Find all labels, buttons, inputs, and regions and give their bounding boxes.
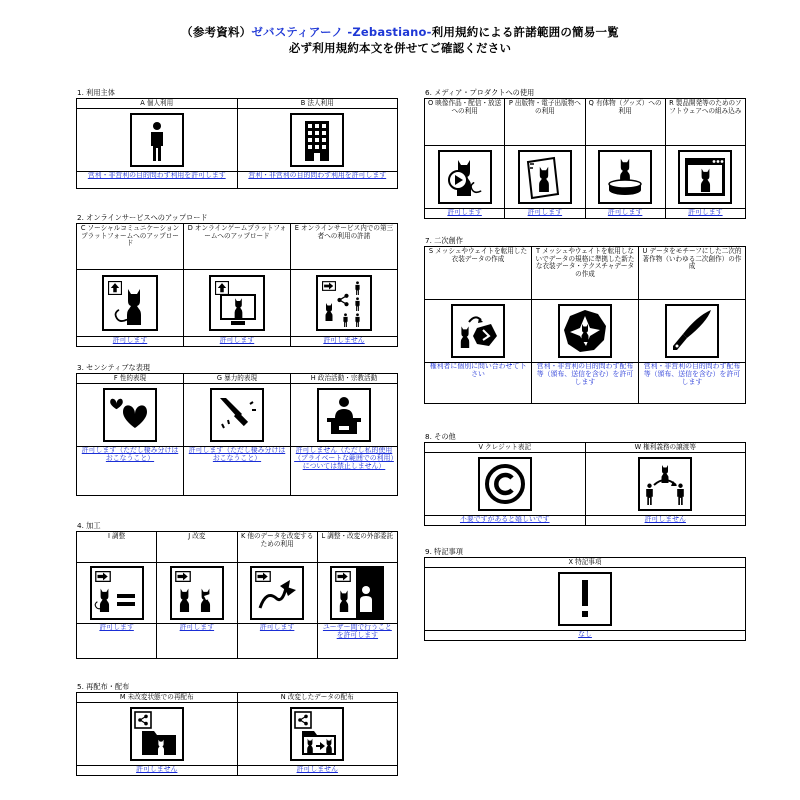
section-others — [424, 431, 746, 526]
transfer-icon — [586, 453, 746, 515]
section-title: 4. 加工 — [77, 521, 101, 530]
header-video-broadcast: O 映像作品・配信・放送への利用 — [425, 99, 504, 145]
result-corporate-use: 営利・非営利の目的問わず利用を許可します — [238, 172, 398, 188]
header-software-embed: R 製品開発等のためのソフトウェアへの組み込み — [666, 99, 745, 145]
section-title: 3. センシティブな表現 — [77, 363, 151, 372]
goods-icon — [586, 146, 665, 208]
title-prefix: （参考資料） — [181, 25, 252, 39]
video-icon — [425, 146, 504, 208]
section-sensitive-expression — [76, 362, 398, 496]
section-special-notes — [424, 546, 746, 641]
podium-icon — [291, 384, 397, 446]
section-title: 2. オンラインサービスへのアップロード — [77, 213, 208, 222]
section-processing — [76, 520, 398, 659]
header-game-platform: D オンラインゲームプラットフォームへのアップロード — [184, 224, 290, 269]
header-use-for-modifying: K 他のデータを改変するための利用 — [238, 532, 317, 562]
header-political-religious: H 政治活動・宗教活動 — [291, 374, 397, 383]
header-outsource: L 調整・改変の外部委託 — [318, 532, 397, 562]
page-title — [0, 24, 800, 56]
result-social-platform: 許可します — [77, 337, 183, 346]
result-political-religious: 許可しません（ただし私的使用（プライベートな範囲での利用）については禁止しません） — [291, 447, 397, 495]
result-third-party-license: 許可しません — [291, 337, 397, 346]
section-online-upload — [76, 212, 398, 347]
exclamation-icon — [425, 568, 745, 630]
section-title: 6. メディア・プロダクトへの使用 — [425, 88, 535, 97]
title-suffix: 利用規約による許諾範囲の簡易一覧 — [431, 25, 619, 39]
header-fan-works: U データをモチーフにした二次的著作物（いわゆる二次創作）の作成 — [639, 247, 745, 299]
section-title: 5. 再配布・配布 — [77, 682, 130, 691]
header-credit: V クレジット表記 — [425, 443, 585, 452]
copyright-icon — [425, 453, 585, 515]
mesh-new-icon — [532, 300, 638, 362]
header-personal-use: A 個人利用 — [77, 99, 237, 108]
section-title: 7. 二次創作 — [425, 236, 463, 245]
result-mesh-new: 営利・非営利の目的問わず配布等（頒布、送信を含む）を許可します — [532, 363, 638, 403]
header-sexual-expression: F 性的表現 — [77, 374, 183, 383]
header-mesh-new: T メッシュやウェイトを転用しないでデータの規格に準拠した新たな衣装データ・テクスチャデータの作成 — [532, 247, 638, 299]
result-modify: 許可します — [157, 624, 236, 658]
section-redistribution — [76, 681, 398, 776]
header-social-platform: C ソーシャルコミュニケーションプラットフォームへのアップロード — [77, 224, 183, 269]
result-sexual-expression: 許可します（ただし棲み分けはおこなうこと） — [77, 447, 183, 495]
section-title: 1. 利用主体 — [77, 88, 115, 97]
outsource-icon — [318, 563, 397, 623]
header-goods: Q 有体物（グッズ）への利用 — [586, 99, 665, 145]
header-rights-transfer: W 権利義務の譲渡等 — [586, 443, 746, 452]
publication-icon — [505, 146, 584, 208]
upload-cat-icon — [77, 270, 183, 336]
section-title: 8. その他 — [425, 432, 456, 441]
result-violent-expression: 許可します（ただし棲み分けはおこなうこと） — [184, 447, 290, 495]
result-mesh-convert: 権利者に個別に問い合わせて下さい — [425, 363, 531, 403]
upload-monitor-icon — [184, 270, 290, 336]
result-personal-use: 営利・非営利の目的問わず利用を許可します — [77, 172, 237, 188]
adjust-icon — [77, 563, 156, 623]
header-modified-distribution: N 改変したデータの配布 — [238, 693, 398, 702]
header-mesh-convert: S メッシュやウェイトを転用した衣装データの作成 — [425, 247, 531, 299]
result-use-for-modifying: 許可します — [238, 624, 317, 658]
header-violent-expression: G 暴力的表現 — [184, 374, 290, 383]
result-software-embed: 許可します — [666, 209, 745, 218]
knife-icon — [184, 384, 290, 446]
result-game-platform: 許可します — [184, 337, 290, 346]
result-credit: 不要ですがあると嬉しいです — [425, 516, 585, 525]
header-third-party-license: E オンラインサービス内での第三者への利用の許諾 — [291, 224, 397, 269]
header-adjust: I 調整 — [77, 532, 156, 562]
section-title: 9. 特記事項 — [425, 547, 463, 556]
result-modified-distribution: 許可しません — [238, 766, 398, 775]
result-rights-transfer: 許可しません — [586, 516, 746, 525]
result-adjust: 許可します — [77, 624, 156, 658]
header-unmodified-redistribution: M 未改変状態での再配布 — [77, 693, 237, 702]
section-media-product — [424, 87, 746, 219]
share-folder-icon — [77, 703, 237, 765]
hearts-icon — [77, 384, 183, 446]
result-fan-works: 営利・非営利の目的問わず配布等（頒布、送信を含む）を許可します — [639, 363, 745, 403]
title-product-name: ゼバスティアーノ -Zebastiano- — [251, 25, 432, 39]
person-icon — [77, 109, 237, 171]
title-subline: 必ず利用規約本文を併せてご確認ください — [288, 41, 512, 55]
software-icon — [666, 146, 745, 208]
result-goods: 許可します — [586, 209, 665, 218]
share-modified-icon — [238, 703, 398, 765]
share-people-icon — [291, 270, 397, 336]
result-special-notes: なし — [425, 631, 745, 640]
section-usage-subject — [76, 87, 398, 189]
result-video-broadcast: 許可します — [425, 209, 504, 218]
pen-icon — [639, 300, 745, 362]
result-unmodified-redistribution: 許可しません — [77, 766, 237, 775]
building-icon — [238, 109, 398, 171]
header-special-notes: X 特記事項 — [425, 558, 745, 567]
ribbon-icon — [238, 563, 317, 623]
modify-icon — [157, 563, 236, 623]
header-corporate-use: B 法人利用 — [238, 99, 398, 108]
mesh-convert-icon — [425, 300, 531, 362]
result-publication: 許可します — [505, 209, 584, 218]
header-publication: P 出版物・電子出版物への利用 — [505, 99, 584, 145]
header-modify: J 改変 — [157, 532, 236, 562]
result-outsource: ユーザー間で行うことを許可します — [318, 624, 397, 658]
section-derivative-works — [424, 235, 746, 404]
